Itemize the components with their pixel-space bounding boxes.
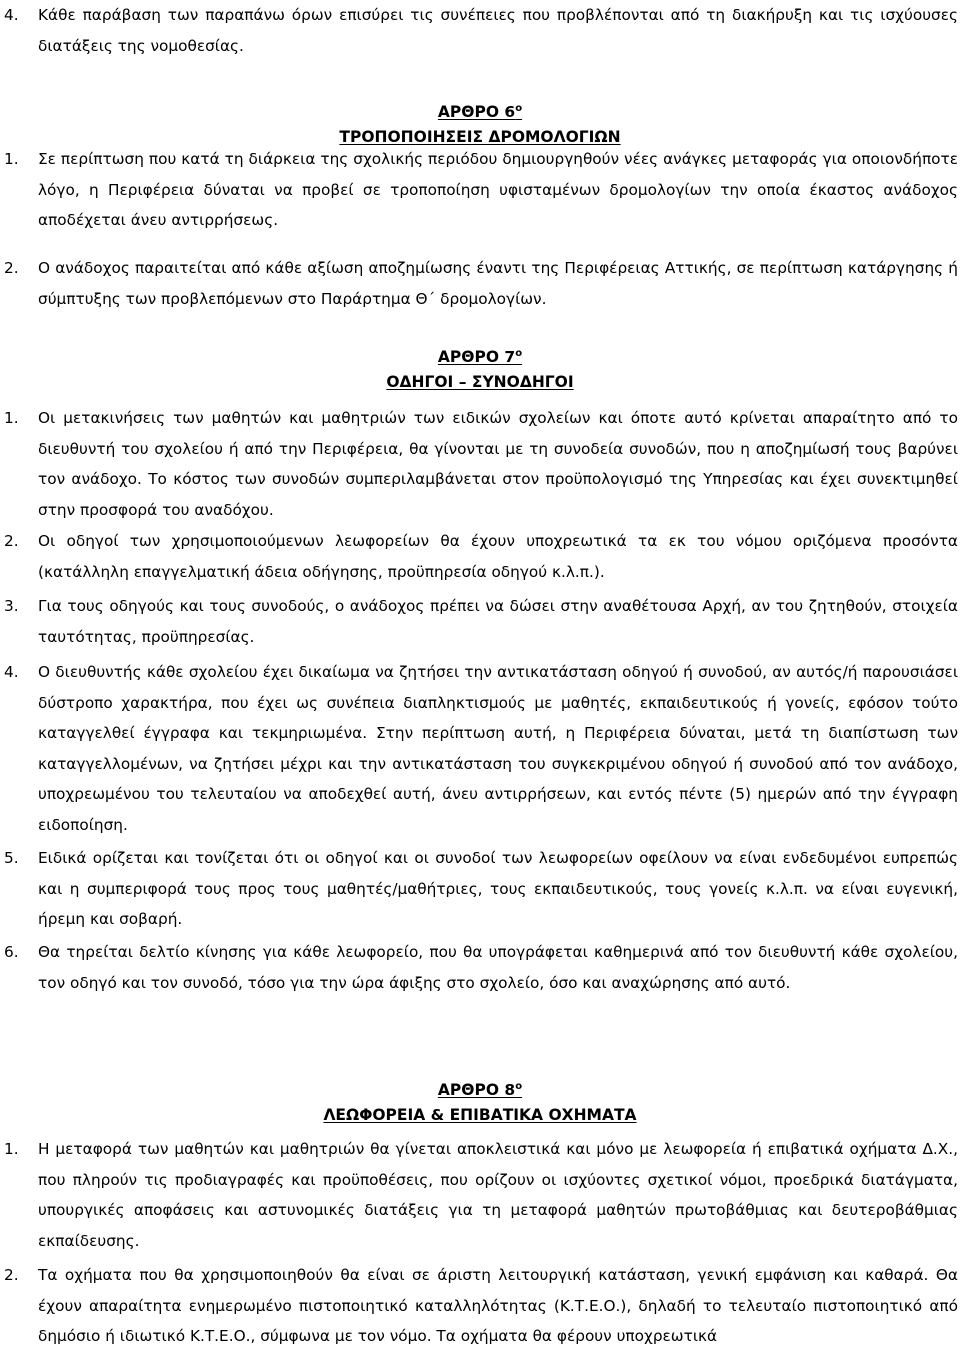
item-text: Οι οδηγοί των χρησιμοποιούμενων λεωφορείων θα έχουν υποχρεωτικά τα εκ του νόμου οριζόμενα προσόντα (κατάλληλη επαγγελματική άδεια οδήγησης, προϋπηρεσία οδηγού κ.λ.π.). — [38, 532, 958, 581]
item-text: Ειδικά ορίζεται και τονίζεται ότι οι οδηγοί και οι συνοδοί των λεωφορείων οφείλουν να είναι ενδεδυμένοι ευπρεπώς και η συμπεριφορά τους προς τους μαθητές/μαθήτριες, τους εκπαιδευτικούς, τους γονείς κ.λ.π. να είναι ευγενική, ήρεμη και σοβαρή. — [38, 849, 958, 928]
item-text: Σε περίπτωση που κατά τη διάρκεια της σχολικής περιόδου δημιουργηθούν νέες ανάγκες μεταφοράς για οποιονδήποτε λόγο, η Περιφέρεια δύναται να προβεί σε τροποποίηση υφισταμένων δρομολογίων την οποία έκαστος ανάδοχος αποδέχεται άνευ αντιρρήσεως. — [38, 150, 958, 229]
article-title: ΑΡΘΡΟ 7 — [437, 348, 516, 366]
item-number: 5. — [4, 849, 19, 867]
item-number: 2. — [4, 1266, 19, 1284]
list-item — [0, 1134, 960, 1256]
article-6-heading — [0, 100, 960, 150]
item-number: 1. — [4, 150, 19, 168]
item-number: 2. — [4, 259, 19, 277]
list-item — [0, 526, 960, 587]
item-number: 1. — [4, 409, 19, 427]
item-number: 6. — [4, 943, 19, 961]
item-number: 1. — [4, 1140, 19, 1158]
item-number: 2. — [4, 532, 19, 550]
list-item — [0, 1260, 960, 1352]
article-subtitle: ΤΡΟΠΟΠΟΙΗΣΕΙΣ ΔΡΟΜΟΛΟΓΙΩΝ — [339, 128, 621, 146]
list-item — [0, 403, 960, 525]
item-text: Ο διευθυντής κάθε σχολείου έχει δικαίωμα να ζητήσει την αντικατάσταση οδηγού ή συνοδού, αν αυτός/ή παρουσιάσει δύστροπο χαρακτήρα, που έχει ως συνέπεια διαπληκτισμούς με μαθητές, εκπαιδευτικούς ή γονείς, εφόσον τούτο καταγγελθεί έγγραφα και τεκμηριωμένα. Στην περίπτωση αυτή, η Περιφέρεια δύναται, μετά τη διαπίστωση των καταγγελλομένων, να ζητήσει μέχρι και την αντικατάσταση του συγκεκριμένου οδηγού ή συνοδού από τον ανάδοχο, υποχρεωμένου του τελευταίου να αποδεχθεί αυτή, άνευ αντιρρήσεων, και εντός πέντε (5) ημερών από την έγγραφη ειδοποίηση. — [38, 663, 958, 834]
list-item — [0, 0, 960, 61]
article-title-superscript: ο — [515, 1081, 523, 1092]
item-text: Ο ανάδοχος παραιτείται από κάθε αξίωση αποζημίωσης έναντι της Περιφέρειας Αττικής, σε περίπτωση κατάργησης ή σύμπτυξης των προβλεπόμενων στο Παράρτημα Θ΄ δρομολογίων. — [38, 259, 958, 308]
list-item — [0, 591, 960, 652]
article-subtitle: ΛΕΩΦΟΡΕΙΑ & ΕΠΙΒΑΤΙΚΑ ΟΧΗΜΑΤΑ — [323, 1106, 637, 1124]
article-subtitle: ΟΔΗΓΟΙ – ΣΥΝΟΔΗΓΟΙ — [386, 373, 574, 391]
item-number: 4. — [4, 663, 19, 681]
article-title-superscript: ο — [515, 103, 523, 114]
item-number: 4. — [4, 6, 19, 24]
item-text: Οι μετακινήσεις των μαθητών και μαθητριών των ειδικών σχολείων και όποτε αυτό κρίνεται απαραίτητο από το διευθυντή του σχολείου ή από την Περιφέρεια, θα γίνονται με τη συνοδεία συνοδών, που η αποζημίωσή τους βαρύνει τον ανάδοχο. Το κόστος των συνοδών συμπεριλαμβάνεται στον προϋπολογισμό της Υπηρεσίας και έχει συνεκτιμηθεί στην προσφορά του αναδόχου. — [38, 409, 958, 519]
item-text: Θα τηρείται δελτίο κίνησης για κάθε λεωφορείο, που θα υπογράφεται καθημερινά από τον διευθυντή κάθε σχολείου, τον οδηγό και τον συνοδό, τόσο για την ώρα άφιξης στο σχολείο, όσο και αναχώρησης από αυτό. — [38, 943, 958, 992]
item-text: Κάθε παράβαση των παραπάνω όρων επισύρει τις συνέπειες που προβλέπονται από τη διακήρυξη και τις ισχύουσες διατάξεις της νομοθεσίας. — [38, 6, 958, 55]
article-8-heading — [0, 1078, 960, 1128]
article-title: ΑΡΘΡΟ 8 — [437, 1081, 516, 1099]
list-item — [0, 253, 960, 314]
article-title-superscript: ο — [515, 348, 523, 359]
item-text: Τα οχήματα που θα χρησιμοποιηθούν θα είναι σε άριστη λειτουργική κατάσταση, γενική εμφάνιση και καθαρά. Θα έχουν απαραίτητα ενημερωμένο πιστοποιητικό καταλληλότητας (Κ.Τ.Ε.Ο.), δηλαδή το τελευταίο πιστοποιητικό από δημόσιο ή ιδιωτικό Κ.Τ.Ε.Ο., σύμφωνα με τον νόμο. Τα οχήματα θα φέρουν υποχρεωτικά — [38, 1266, 958, 1345]
list-item — [0, 937, 960, 998]
article-title: ΑΡΘΡΟ 6 — [437, 103, 516, 121]
item-number: 3. — [4, 597, 19, 615]
list-item — [0, 843, 960, 935]
item-text: Για τους οδηγούς και τους συνοδούς, ο ανάδοχος πρέπει να δώσει στην αναθέτουσα Αρχή, αν του ζητηθούν, στοιχεία ταυτότητας, προϋπηρεσίας. — [38, 597, 958, 646]
item-text: Η μεταφορά των μαθητών και μαθητριών θα γίνεται αποκλειστικά και μόνο με λεωφορεία ή επιβατικά οχήματα Δ.Χ., που πληρούν τις προδιαγραφές και προϋποθέσεις, που ορίζουν οι ισχύοντες σχετικοί νόμοι, προεδρικά διατάγματα, υπουργικές αποφάσεις και αστυνομικές διατάξεις για τη μεταφορά μαθητών πρωτοβάθμιας και δευτεροβάθμιας εκπαίδευσης. — [38, 1140, 958, 1250]
list-item — [0, 657, 960, 840]
list-item — [0, 144, 960, 236]
article-7-heading — [0, 345, 960, 395]
